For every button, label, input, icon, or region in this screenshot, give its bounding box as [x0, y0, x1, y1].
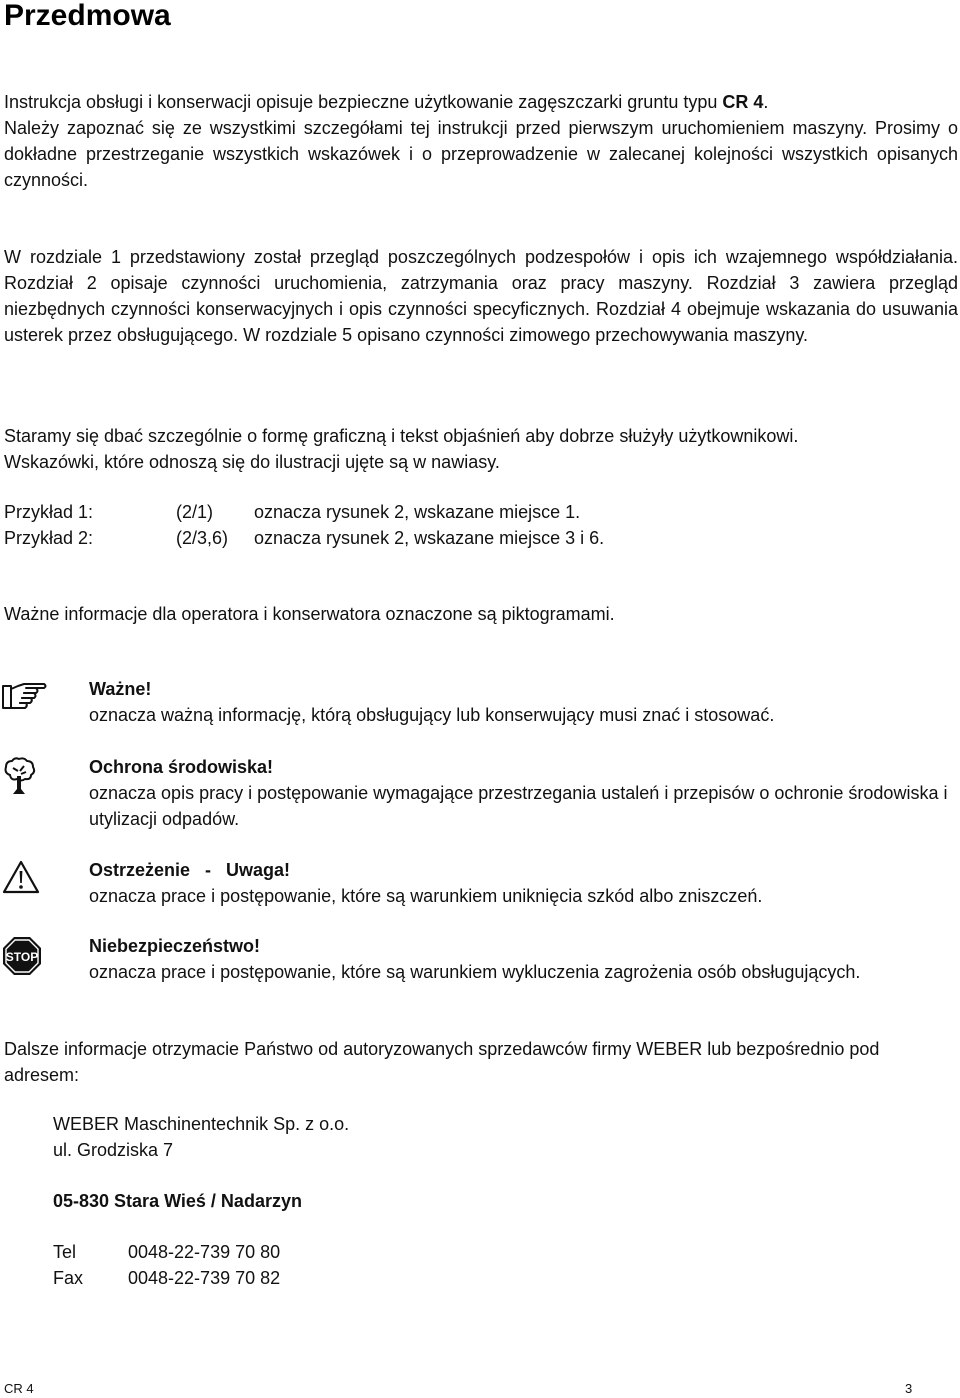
- example-code: (2/1): [176, 502, 214, 522]
- stop-sign-icon: [2, 936, 42, 983]
- contact-label: Tel: [53, 1242, 77, 1262]
- intro-first-line: Instrukcja obsługi i konserwacji opisuje bezpieczne użytkowanie zagęszczarki gruntu typu CR 4.: [4, 92, 769, 112]
- footer-model: CR 4: [4, 1381, 34, 1396]
- pictogram-text: oznacza opis pracy i postępowanie wymagające przestrzegania ustaleń i przepisów o ochronie środowiska i utylizacji odpadów.: [89, 783, 948, 829]
- model-name: CR 4: [722, 92, 764, 112]
- contact-value: 0048-22-739 70 80: [128, 1242, 281, 1262]
- pictogram-text: oznacza prace i postępowanie, które są warunkiem uniknięcia szkód albo zniszczeń.: [89, 886, 763, 906]
- page-title: Przedmowa: [4, 0, 171, 32]
- contact-label: Fax: [53, 1268, 84, 1288]
- intro-rest: Należy zapoznać się ze wszystkimi szczegółami tej instrukcji przed pierwszym uruchomieniem maszyny. Prosimy o dokładne przestrzeganie wszystkich wskazówek i o przeprowadzenie w zalecanej kolejności wszystkich opisanych czynności.: [4, 118, 958, 190]
- pictogram-title: Ostrzeżenie - Uwaga!: [89, 860, 291, 880]
- pictogram-title: Ważne!: [89, 679, 152, 699]
- pictogram-danger: [89, 933, 957, 985]
- pointing-hand-icon: [2, 680, 48, 721]
- pictogram-environment: [89, 754, 957, 832]
- address-street: ul. Grodziska 7: [53, 1140, 174, 1160]
- example-label: Przykład 1:: [4, 502, 94, 522]
- intro-paragraph-1: [4, 89, 958, 193]
- contact-value: 0048-22-739 70 82: [128, 1268, 281, 1288]
- intro-paragraph-3: Staramy się dbać szczególnie o formę graficzną i tekst objaśnień aby dobrze służyły użytkownikowi. Wskazówki, które odnoszą się do ilustracji ujęte są w nawiasy.: [4, 426, 799, 472]
- address-city: 05-830 Stara Wieś / Nadarzyn: [53, 1191, 302, 1211]
- pictogram-intro: Ważne informacje dla operatora i konserwatora oznaczone są piktogramami.: [4, 604, 615, 624]
- pictogram-important: [89, 676, 957, 728]
- example-desc: oznacza rysunek 2, wskazane miejsce 3 i 6.: [254, 528, 605, 548]
- stop-sign-label: STOP: [5, 950, 39, 964]
- pictogram-text: oznacza ważną informację, którą obsługujący lub konserwujący musi znać i stosować.: [89, 705, 775, 725]
- dealer-info: Dalsze informacje otrzymacie Państwo od autoryzowanych sprzedawców firmy WEBER lub bezpośrednio pod adresem:: [4, 1039, 880, 1085]
- tree-icon: [2, 756, 36, 803]
- pictogram-text: oznacza prace i postępowanie, które są warunkiem wykluczenia zagrożenia osób obsługujących.: [89, 962, 861, 982]
- address-company: WEBER Maschinentechnik Sp. z o.o.: [53, 1114, 350, 1134]
- example-desc: oznacza rysunek 2, wskazane miejsce 1.: [254, 502, 581, 522]
- pictogram-title: Ochrona środowiska!: [89, 757, 274, 777]
- example-label: Przykład 2:: [4, 528, 94, 548]
- page-number: 3: [905, 1381, 913, 1396]
- intro-paragraph-2: W rozdziale 1 przedstawiony został przegląd poszczególnych podzespołów i opis ich wzajemnego współdziałania. Rozdział 2 opisaje czynności uruchomienia, zatrzymania oraz pracy maszyny. Rozdział 3 zawiera przegląd niezbędnych czynności konserwacyjnych i opis czynności specyficznych. Rozdział 4 obejmuje wskazania do usuwania usterek przez obsługującego. W rozdziale 5 opisano czynności zimowego przechowywania maszyny.: [4, 247, 958, 345]
- example-code: (2/3,6): [176, 528, 229, 548]
- warning-triangle-icon: [2, 860, 40, 901]
- pictogram-title: Niebezpieczeństwo!: [89, 936, 261, 956]
- pictogram-warning: [89, 857, 957, 909]
